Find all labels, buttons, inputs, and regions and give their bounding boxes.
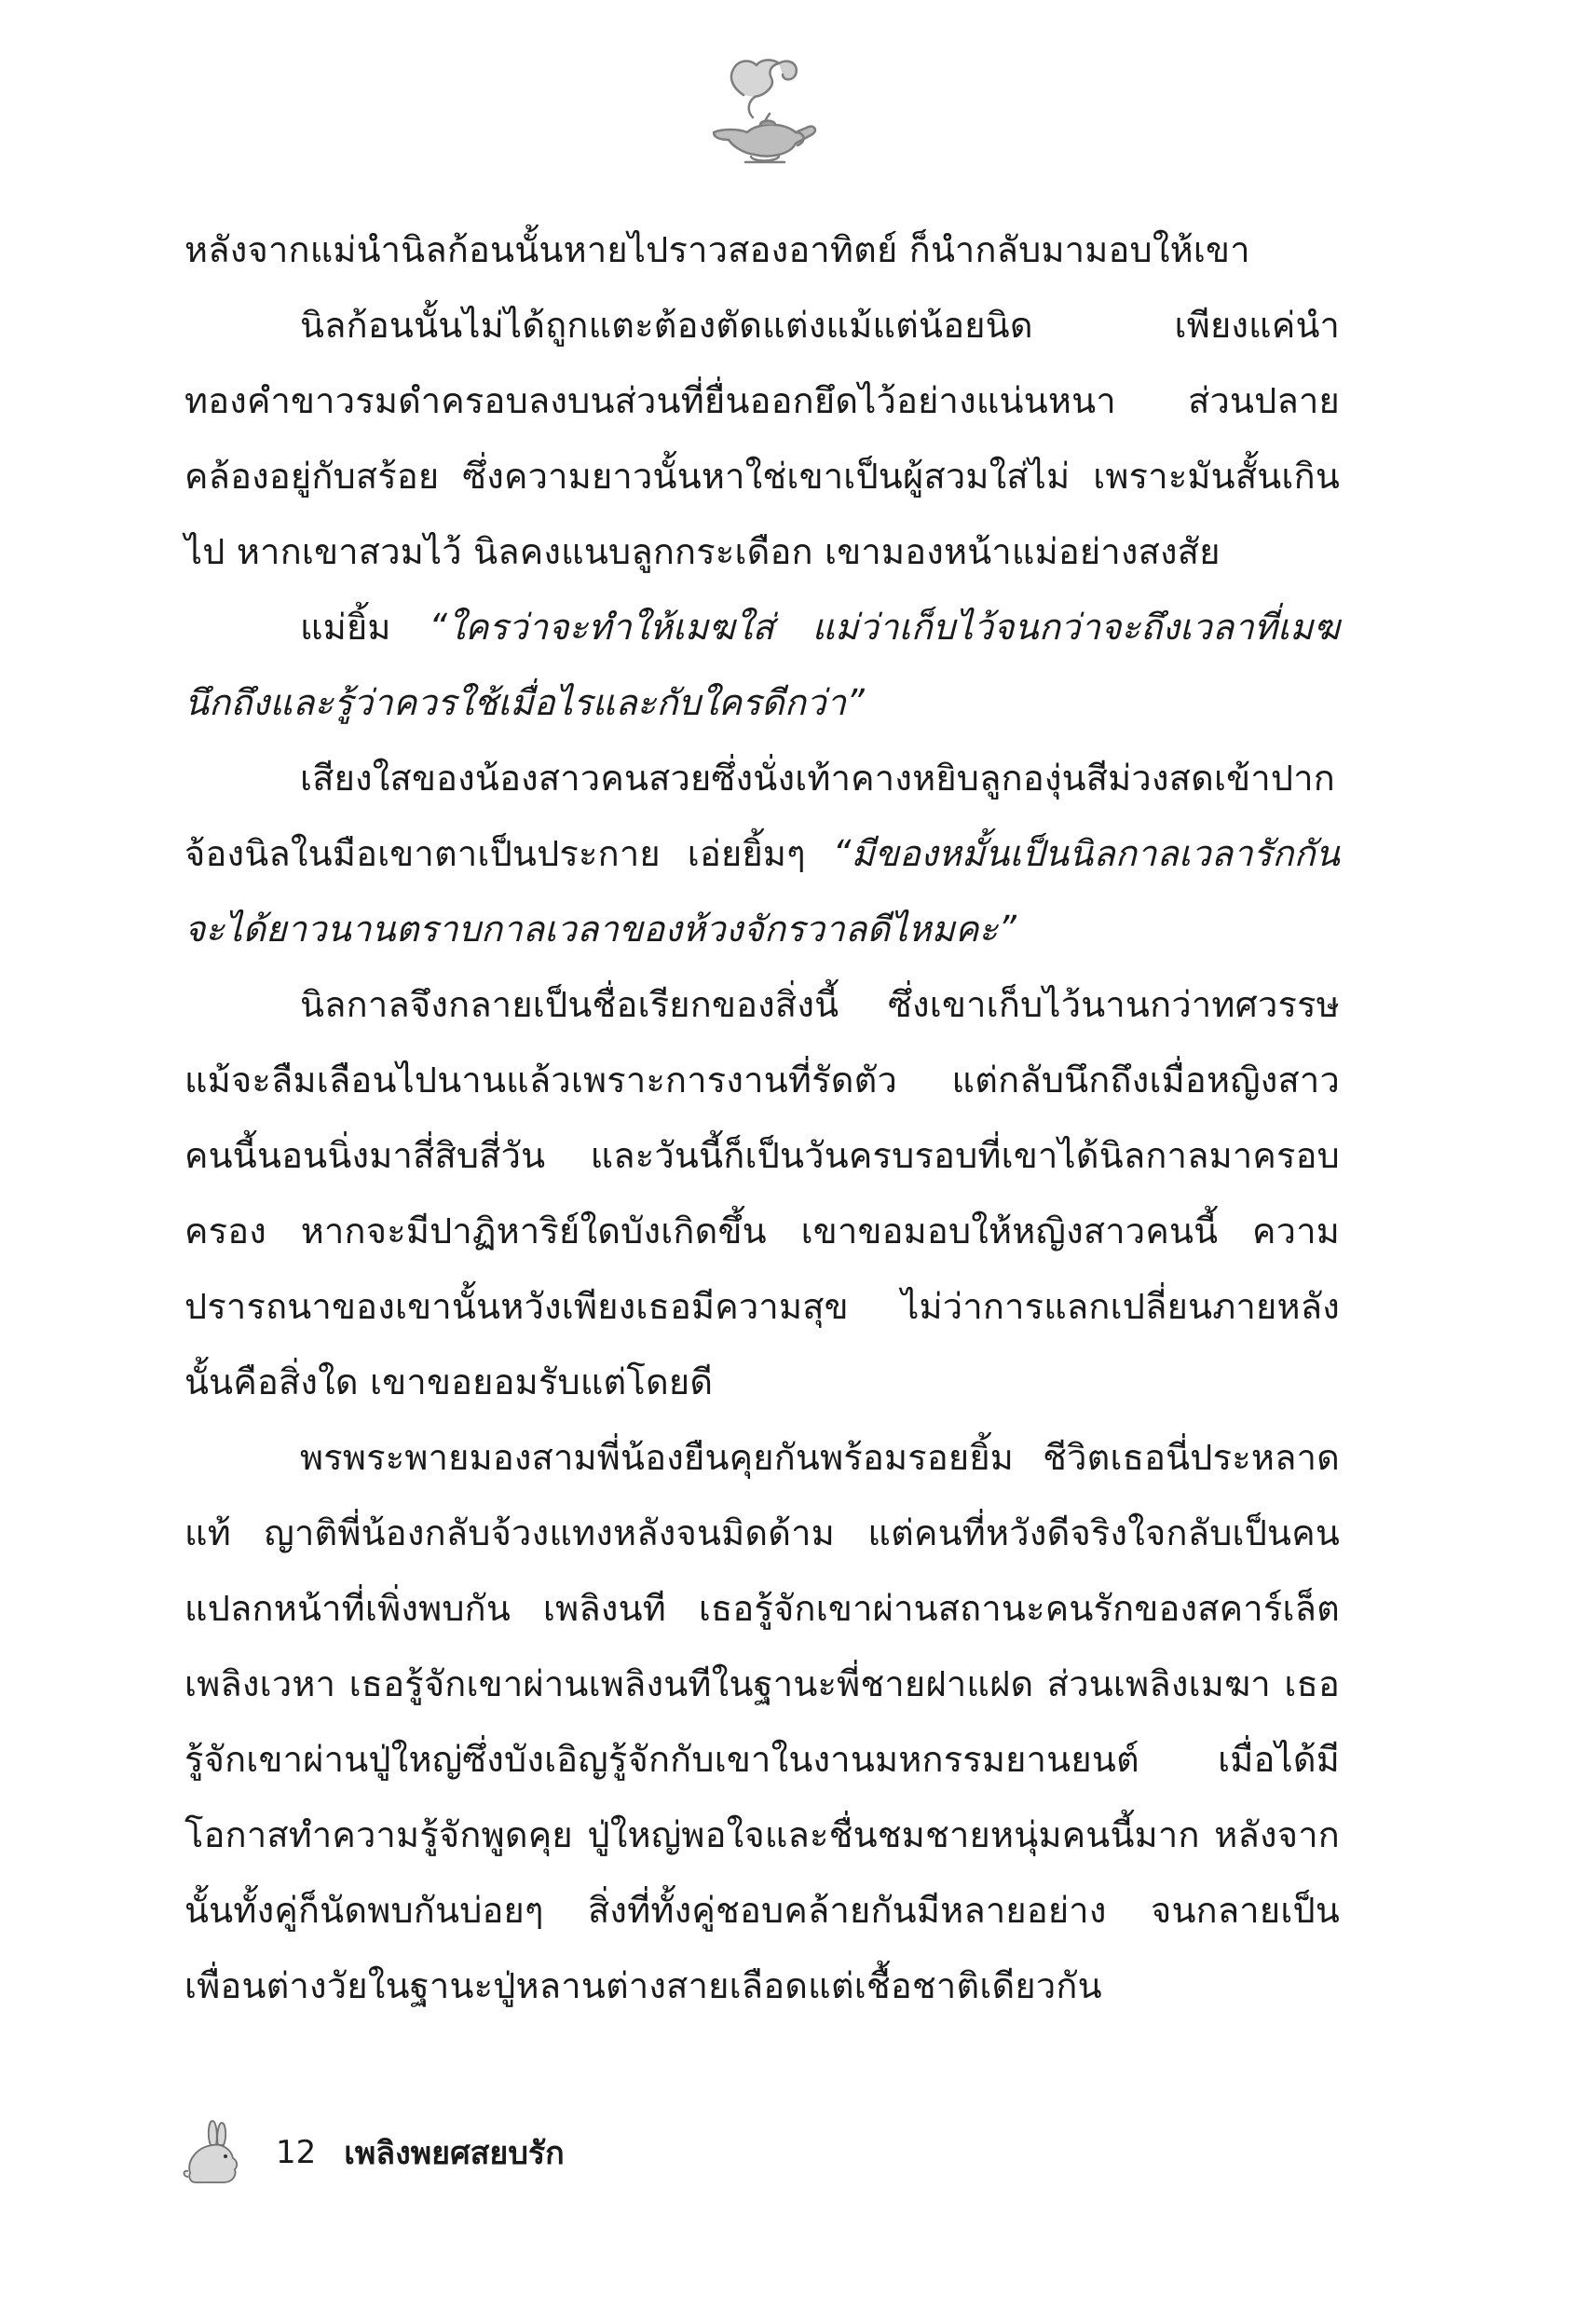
text-segment: นิลก้อนนั้นไม่ได้ถูกแตะต้องตัดแต่งแม้แต่น้อยนิด เพียงแค่นำทองคำขาวรมดำครอบลงบนส่วนที่ยื่นออกยึดไว้อย่างแน่นหนา ส่วนปลายคล้องอยู่กับสร้อย ซึ่งความยาวนั้นหาใช่เขาเป็นผู้สวมใส่ไม่ เพราะมันสั้นเกินไป หากเขาสวมไว้ นิลคงแนบลูกกระเดือก เขามองหน้าแม่อย่างสงสัย — [184, 305, 1340, 572]
paragraph — [184, 590, 1340, 741]
paragraph — [184, 967, 1340, 1420]
paragraph — [184, 1420, 1340, 2024]
page-number: 12 — [276, 2134, 317, 2171]
text-segment: หลังจากแม่นำนิลก้อนนั้นหายไปราวสองอาทิตย์ ก็นำกลับมามอบให้เขา — [184, 229, 1250, 270]
text-segment: เสียงใสของน้องสาวคนสวยซึ่งนั่งเท้าคางหยิบลูกองุ่นสีม่วงสดเข้าปากจ้องนิลในมือเขาตาเป็นประกาย เอ่ยยิ้มๆ — [184, 758, 1335, 874]
book-title: เพลิงพยศสยบรัก — [344, 2135, 565, 2172]
body-text — [184, 212, 1340, 2024]
text-segment: นิลกาลจึงกลายเป็นชื่อเรียกของสิ่งนี้ ซึ่งเขาเก็บไว้นานกว่าทศวรรษ แม้จะลืมเลือนไปนานแล้วเพราะการงานที่รัดตัว แต่กลับนึกถึงเมื่อหญิงสาวคนนี้นอนนิ่งมาสี่สิบสี่วัน และวันนี้ก็เป็นวันครบรอบที่เขาได้นิลกาลมาครอบครอง หากจะมีปาฏิหาริย์ใดบังเกิดขึ้น เขาขอมอบให้หญิงสาวคนนี้ ความปรารถนาของเขานั้นหวังเพียงเธอมีความสุข ไม่ว่าการแลกเปลี่ยนภายหลังนั้นคือสิ่งใด เขาขอยอมรับแต่โดยดี — [184, 984, 1340, 1402]
paragraph — [184, 741, 1340, 967]
text-segment: พรพระพายมองสามพี่น้องยืนคุยกันพร้อมรอยยิ้ม ชีวิตเธอนี่ประหลาดแท้ ญาติพี่น้องกลับจ้วงแทงหลังจนมิดด้าม แต่คนที่หวังดีจริงใจกลับเป็นคนแปลกหน้าที่เพิ่งพบกัน เพลิงนที เธอรู้จักเขาผ่านสถานะคนรักของสคาร์เล็ต เพลิงเวหา เธอรู้จักเขาผ่านเพลิงนทีในฐานะพี่ชายฝาแฝด ส่วนเพลิงเมฆา เธอรู้จักเขาผ่านปู่ใหญ่ซึ่งบังเอิญรู้จักกับเขาในงานมหกรรมยานยนต์ เมื่อได้มีโอกาสทำความรู้จักพูดคุย ปู่ใหญ่พอใจและชื่นชมชายหนุ่มคนนี้มาก หลังจากนั้นทั้งคู่ก็นัดพบกันบ่อยๆ สิ่งที่ทั้งคู่ชอบคล้ายกันมีหลายอย่าง จนกลายเป็นเพื่อนต่างวัยในฐานะปู่หลานต่างสายเลือดแต่เชื้อชาติเดียวกัน — [184, 1437, 1340, 2006]
paragraph — [184, 212, 1340, 288]
text-segment: แม่ยิ้ม — [300, 607, 430, 648]
page-footer — [177, 2115, 565, 2190]
quoted-dialogue: “มีของหมั้นเป็นนิลกาลเวลารักกันจะได้ยาวนานตราบกาลเวลาของห้วงจักรวาลดีไหมคะ” — [184, 833, 1340, 950]
paragraph — [184, 288, 1340, 590]
genie-lamp-icon — [686, 54, 825, 171]
rabbit-icon — [177, 2115, 252, 2190]
quoted-dialogue: “ใครว่าจะทำให้เมฆใส่ แม่ว่าเก็บไว้จนกว่าจะถึงเวลาที่เมฆนึกถึงและรู้ว่าควรใช้เมื่อไรและกับใครดีกว่า” — [184, 607, 1340, 723]
